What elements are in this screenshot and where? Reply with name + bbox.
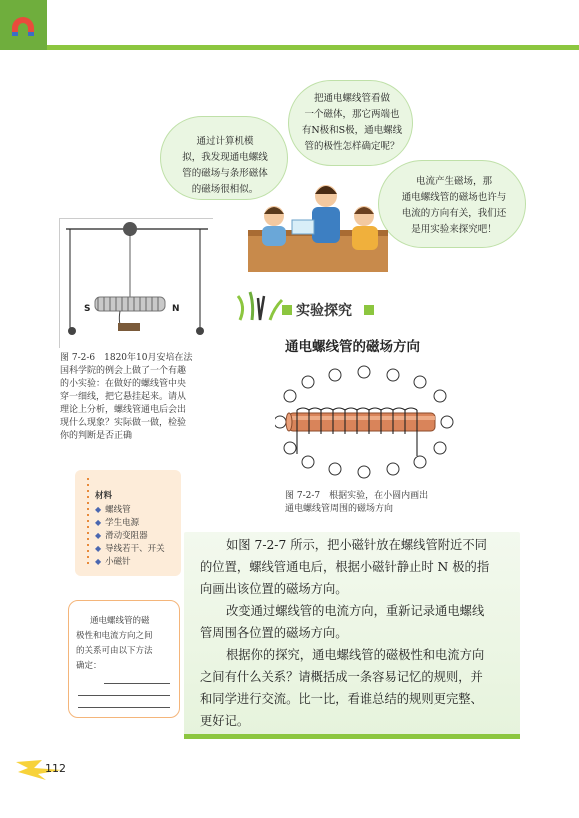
body-paragraph-line: 更好记。: [200, 714, 250, 728]
diamond-bullet-icon: ◆: [95, 518, 102, 527]
pole-s-label: S: [84, 304, 91, 314]
section-square-right: [364, 305, 374, 315]
body-paragraph-line: 根据你的探究，通电螺线管的磁极性和电流方向: [226, 648, 485, 662]
body-panel-rule: [184, 734, 520, 739]
dotted-border-decoration: [86, 478, 90, 568]
body-paragraph-line: 和同学进行交流。比一比，看谁总结的规则更完整、: [200, 692, 483, 706]
diamond-bullet-icon: ◆: [95, 505, 102, 514]
material-item: ◆ 学生电源: [95, 518, 140, 528]
section-square-left: [282, 305, 292, 315]
cloud-right-text: 电流产生磁场，那 通电螺线管的磁场也许与 电流的方向有关，我们还 是用实验来探究吧！: [401, 176, 507, 235]
diamond-bullet-icon: ◆: [95, 557, 102, 566]
header-rule: [47, 45, 579, 50]
material-item: ◆ 导线若干、开关: [95, 544, 165, 554]
figure-7-2-6-caption: 图 7-2-6 1820年10月安培在法 国科学院的例会上做了一个有趣 的小实验：在做好的螺线管中央 穿一细线，把它悬挂起来。请从 理论上分析，螺线管通电后会出 现什么现象？实际做一做，检验 你的判断是否正确: [60, 353, 193, 441]
diamond-bullet-icon: ◆: [95, 544, 102, 553]
chapter-logo: [0, 0, 47, 50]
answer-line: [104, 683, 170, 684]
experiment-title: 通电螺线管的磁场方向: [285, 339, 420, 355]
page-number: 112: [45, 762, 66, 775]
material-item: ◆ 滑动变阻器: [95, 531, 148, 541]
material-item: ◆ 小磁针: [95, 557, 131, 567]
ampere-experiment-photo: [59, 218, 213, 348]
section-label: 实验探究: [296, 303, 352, 319]
cloud-top-text: 把通电螺线管看做 一个磁体，那它两端也 有N极和S极，通电螺线 管的极性怎样确定呢？: [301, 93, 403, 152]
body-paragraph-line: 管周围各位置的磁场方向。: [200, 626, 348, 640]
note-text: 通电螺线管的磁 极性和电流方向之间 的关系可由以下方法 确定：: [76, 616, 153, 671]
materials-heading: 材料: [95, 491, 113, 501]
cloud-left-text: 通过计算机模 拟，我发现通电螺线 管的磁场与条形磁体 的磁场很相似。: [182, 136, 268, 195]
body-paragraph-line: 的位置，螺线管通电后，根据小磁针静止时 N 极的指: [200, 560, 490, 574]
magnet-icon: [6, 8, 42, 42]
material-item: ◆ 螺线管: [95, 505, 131, 515]
solenoid-field-diagram: [275, 362, 455, 492]
body-paragraph-line: 改变通过螺线管的电流方向，重新记录通电螺线: [226, 604, 485, 618]
students-illustration: [248, 160, 388, 272]
body-paragraph-line: 向画出该位置的磁场方向。: [200, 582, 348, 596]
figure-7-2-7-caption: 图 7-2-7 根据实验，在小圆内画出 通电螺线管周围的磁场方向: [285, 491, 429, 514]
answer-line: [78, 695, 170, 696]
body-paragraph-line: 之间有什么关系？请概括成一条容易记忆的规则，并: [200, 670, 483, 684]
diamond-bullet-icon: ◆: [95, 531, 102, 540]
pole-n-label: N: [172, 304, 180, 314]
body-paragraph-line: 如图 7-2-7 所示，把小磁针放在螺线管附近不同: [226, 538, 487, 552]
answer-line: [78, 707, 170, 708]
